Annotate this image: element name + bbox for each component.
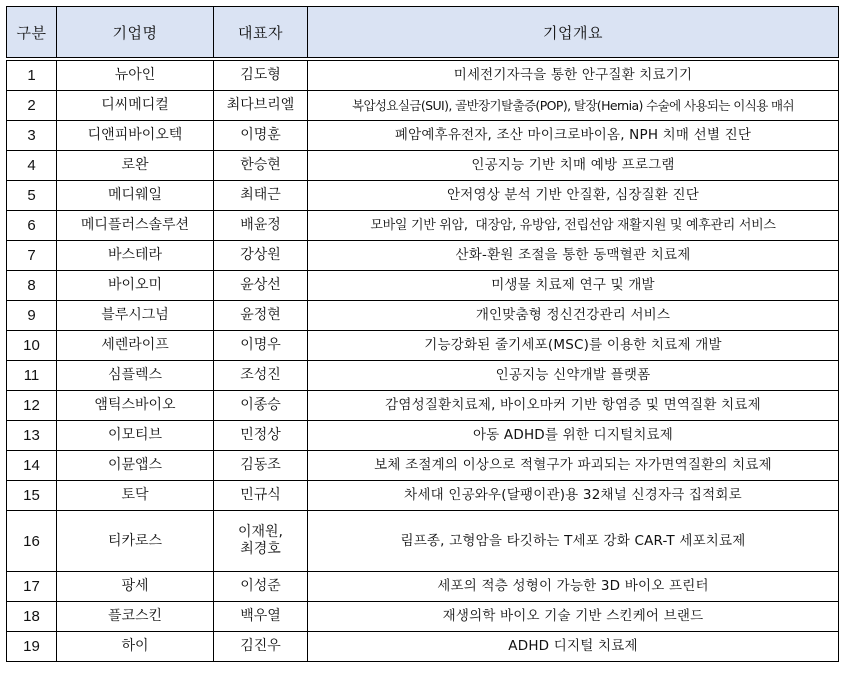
company-name: 토닥: [57, 481, 214, 511]
ceo-name: 배윤정: [214, 211, 308, 241]
row-number: 16: [7, 511, 57, 572]
company-description: 림프종, 고형암을 타깃하는 T세포 강화 CAR-T 세포치료제: [308, 511, 839, 572]
ceo-name: 김동조: [214, 451, 308, 481]
company-description: 아동 ADHD를 위한 디지털치료제: [308, 421, 839, 451]
company-description: 보체 조절계의 이상으로 적혈구가 파괴되는 자가면역질환의 치료제: [308, 451, 839, 481]
row-number: 3: [7, 121, 57, 151]
company-name: 심플렉스: [57, 361, 214, 391]
row-number: 11: [7, 361, 57, 391]
table-row: [7, 151, 839, 181]
ceo-name: 이성준: [214, 572, 308, 602]
column-header-description: 기업개요: [308, 7, 839, 60]
company-name: 디씨메디컬: [57, 91, 214, 121]
company-table: [6, 6, 839, 662]
company-name: 이뮨앱스: [57, 451, 214, 481]
row-number: 5: [7, 181, 57, 211]
row-number: 1: [7, 59, 57, 91]
company-name: 세렌라이프: [57, 331, 214, 361]
row-number: 9: [7, 301, 57, 331]
column-header-company: 기업명: [57, 7, 214, 60]
table-row: [7, 632, 839, 662]
company-description: 차세대 인공와우(달팽이관)용 32채널 신경자극 집적회로: [308, 481, 839, 511]
company-description: 기능강화된 줄기세포(MSC)를 이용한 치료제 개발: [308, 331, 839, 361]
company-description: 인공지능 기반 치매 예방 프로그램: [308, 151, 839, 181]
company-name: 앰틱스바이오: [57, 391, 214, 421]
company-table-container: [6, 6, 838, 662]
row-number: 15: [7, 481, 57, 511]
table-row: [7, 361, 839, 391]
ceo-name: 민정상: [214, 421, 308, 451]
ceo-names: [214, 511, 308, 572]
row-number: 6: [7, 211, 57, 241]
column-header-ceo: 대표자: [214, 7, 308, 60]
column-header-no: 구분: [7, 7, 57, 60]
table-row: [7, 602, 839, 632]
ceo-name: 최태근: [214, 181, 308, 211]
company-description: 산화-환원 조절을 통한 동맥혈관 치료제: [308, 241, 839, 271]
ceo-name: 최다브리엘: [214, 91, 308, 121]
company-description: 인공지능 신약개발 플랫폼: [308, 361, 839, 391]
row-number: 13: [7, 421, 57, 451]
table-row: [7, 301, 839, 331]
ceo-name: 김도형: [214, 59, 308, 91]
table-row: [7, 59, 839, 91]
ceo-name: 김진우: [214, 632, 308, 662]
ceo-name: 이명우: [214, 331, 308, 361]
company-name: 블루시그넘: [57, 301, 214, 331]
row-number: 4: [7, 151, 57, 181]
company-name: 메디웨일: [57, 181, 214, 211]
row-number: 8: [7, 271, 57, 301]
company-description: ADHD 디지털 치료제: [308, 632, 839, 662]
table-row: [7, 572, 839, 602]
ceo-name: 최경호: [240, 541, 281, 557]
table-header: [7, 7, 839, 60]
table-row: [7, 241, 839, 271]
row-number: 2: [7, 91, 57, 121]
row-number: 7: [7, 241, 57, 271]
table-row: [7, 181, 839, 211]
company-name: 팡세: [57, 572, 214, 602]
ceo-name: 한승현: [214, 151, 308, 181]
table-row: [7, 271, 839, 301]
table-row: [7, 451, 839, 481]
company-name: 바스테라: [57, 241, 214, 271]
header-row: [7, 7, 839, 60]
table-row: [7, 481, 839, 511]
company-name: 메디플러스솔루션: [57, 211, 214, 241]
ceo-name: 윤상선: [214, 271, 308, 301]
company-name: 뉴아인: [57, 59, 214, 91]
company-description: 미세전기자극을 통한 안구질환 치료기기: [308, 59, 839, 91]
ceo-name: 백우열: [214, 602, 308, 632]
row-number: 17: [7, 572, 57, 602]
company-name: 바이오미: [57, 271, 214, 301]
company-description: 안저영상 분석 기반 안질환, 심장질환 진단: [308, 181, 839, 211]
ceo-name: 윤정현: [214, 301, 308, 331]
row-number: 10: [7, 331, 57, 361]
table-row: [7, 211, 839, 241]
company-name: 하이: [57, 632, 214, 662]
table-row: [7, 121, 839, 151]
company-description: 재생의학 바이오 기술 기반 스킨케어 브랜드: [308, 602, 839, 632]
company-description: 세포의 적층 성형이 가능한 3D 바이오 프린터: [308, 572, 839, 602]
company-description: 개인맞춤형 정신건강관리 서비스: [308, 301, 839, 331]
company-name: 티카로스: [57, 511, 214, 572]
row-number: 18: [7, 602, 57, 632]
ceo-name: 이종승: [214, 391, 308, 421]
company-description: 미생물 치료제 연구 및 개발: [308, 271, 839, 301]
table-row: [7, 391, 839, 421]
ceo-name: 강상원: [214, 241, 308, 271]
company-description: 감염성질환치료제, 바이오마커 기반 항염증 및 면역질환 치료제: [308, 391, 839, 421]
company-description: 복압성요실금(SUI), 골반장기탈출증(POP), 탈장(Hernia) 수술에 사용되는 이식용 매쉬: [308, 91, 839, 121]
ceo-name: 조성진: [214, 361, 308, 391]
company-description: 모바일 기반 위암, 대장암, 유방암, 전립선암 재활지원 및 예후관리 서비스: [308, 211, 839, 241]
table-body: [7, 59, 839, 662]
company-name: 이모티브: [57, 421, 214, 451]
row-number: 19: [7, 632, 57, 662]
row-number: 14: [7, 451, 57, 481]
table-row: [7, 91, 839, 121]
table-row: [7, 331, 839, 361]
ceo-name: 이재원,: [237, 524, 284, 540]
row-number: 12: [7, 391, 57, 421]
table-row: [7, 511, 839, 572]
company-name: 로완: [57, 151, 214, 181]
company-name: 플코스킨: [57, 602, 214, 632]
company-name: 디앤피바이오텍: [57, 121, 214, 151]
company-description: 폐암예후유전자, 조산 마이크로바이옴, NPH 치매 선별 진단: [308, 121, 839, 151]
ceo-name: 민규식: [214, 481, 308, 511]
table-row: [7, 421, 839, 451]
ceo-name: 이명훈: [214, 121, 308, 151]
